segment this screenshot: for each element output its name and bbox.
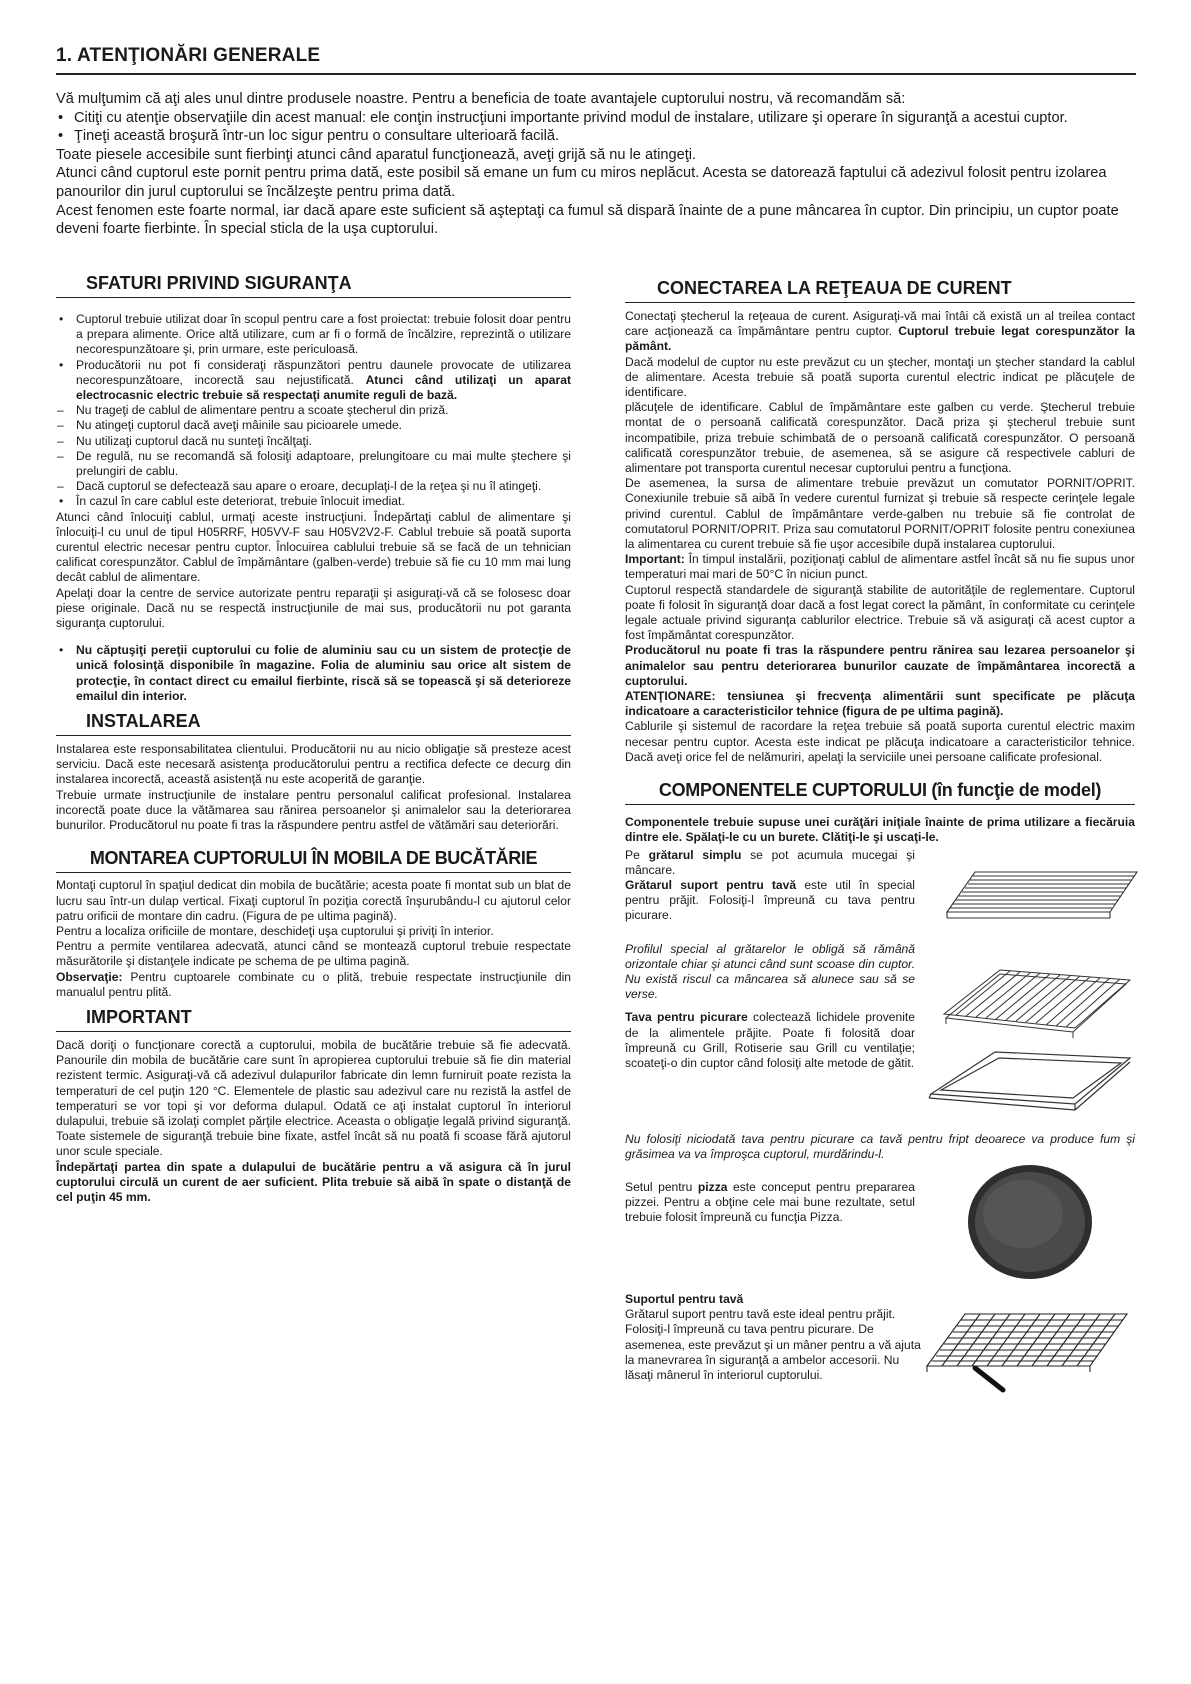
power-important-label: Important: [625, 552, 685, 567]
text-part: este conceput pentru prepararea pizzei. Pentru a obţine cele mai bune rezultate, setul trebuie folosit împreună cu funcţia Pizza. [625, 1179, 916, 1225]
page-title: 1. ATENŢIONĂRI GENERALE [56, 45, 1136, 75]
safety-dash: – Dacă cuptorul se defectează sau apare o eroare, decuplaţi-l de la reţea şi nu îl atingeţi. [56, 479, 571, 494]
tray-support-handle-image [915, 1310, 1135, 1395]
power-important-text: În timpul instalării, poziţionaţi cablul de alimentare astfel încât să nu fie supus unor temperaturi mai mari de 50°C în niciun punct. [625, 552, 1135, 582]
tray-rack-text [625, 878, 915, 924]
text-part: este util în special pentru prăjit. Folosiţi-l împreună cu tava pentru picurare. [625, 877, 915, 923]
text-bold: Tava pentru picurare [625, 1010, 748, 1025]
intro-list [56, 109, 1136, 146]
safety-dash: – Nu atingeţi cuptorul dacă aveţi mâinile sau picioarele umede. [56, 418, 571, 433]
intro-lead: Vă mulţumim că aţi ales unul dintre produsele noastre. Pentru a beneficia de toate avantajele cuptorului nostru, vă recomandăm să: [56, 91, 906, 107]
important-heading: IMPORTANT [56, 1006, 571, 1032]
install-paragraph: Trebuie urmate instrucţiunile de instalare pentru personalul calificat profesional. Instalarea incorectă poate duce la vătămarea sau rănirea persoanelor şi animalelor sau la deteriorarea bunurilor. Producătorul nu poate fi tras la răspundere pentru astfel de vătămări sau deteriorări. [56, 787, 571, 833]
pizza-block [625, 1180, 1135, 1270]
power-paragraph: De asemenea, la sursa de alimentare trebuie prevăzut un comutator PORNIT/OPRIT. Conexiunile trebuie să aibă în vedere curentul furnizat şi trebuie să respecte cerinţele legale privind curentul. Cablul de împământare verde-galben nu trebuie să fie controlat de comutatorul PORNIT/OPRIT. Priza sau comutatorul PORNIT/OPRIT folosite pentru conexiunea la alimentarea cu curent trebuie să fie uşor accesibile după instalarea cuptorului. [625, 476, 1135, 552]
safety-warning-text: Nu căptuşiţi pereţii cuptorului cu folie de aluminiu sau cu un sistem de protecţie de unică folosinţă disponibile în magazine. Folia de aluminiu sau orice alt sistem de protecţie, în contact direct cu emailul fierbinte, riscă să se topească şi să deterioreze emailul din interior. [76, 643, 571, 703]
safety-bullet [56, 358, 571, 404]
important-paragraph: Dacă doriţi o funcţionare corectă a cuptorului, mobila de bucătărie trebuie să fie adecvată. Panourile din mobila de bucătărie care sunt în apropierea cuptorului trebuie să fie din material rezistent termic. Asiguraţi-vă că adezivul dulapurilor fabricate din lemn furniruit poate rezista la temperaturi de cel puţin 120 °C. Elementele de plastic sau adezivul care nu rezistă la astfel de temperaturi se vor topi şi vor deforma dulapul. Odată ce aţi instalat cuptorul în interiorul dulapului, trebuie să izolaţi complet părţile electrice. Aceasta o obligaţie legală privind siguranţă. Toate sistemele de siguranţă trebuie bine fixate, astfel încât să nu poată fi scoase fără ajutorul unor scule speciale. [56, 1037, 571, 1159]
drip-tray-warning: Nu folosiţi niciodată tava pentru picurare ca tavă pentru fript deoarece va produce fum şi grăsimea va va împroşca cuptorul, murdărindu-l. [625, 1131, 1135, 1161]
right-column [625, 277, 1135, 1392]
text-part: Pe [625, 847, 649, 862]
important-paragraph-bold [56, 1160, 571, 1206]
safety-heading: SFATURI PRIVIND SIGURANŢA [56, 272, 571, 298]
install-heading: INSTALAREA [56, 710, 571, 736]
important-bold-text: Îndepărtaţi partea din spate a dulapului de bucătărie pentru a vă asigura că în jurul cuptorului circulă un curent de aer suficient. Plita trebuie să aibă în spate o distanţă de cel puţin 45 mm. [56, 1159, 571, 1204]
mounting-paragraph: Pentru a permite ventilarea adecvată, atunci când se montează cuptorul trebuie respectate măsurătorile şi distanţele indicate pe schema de pe ultima pagină. [56, 939, 571, 969]
racks-text [625, 848, 915, 1072]
safety-bullet-bold: Atunci când utilizaţi un aparat electrocasnic electric trebuie să respectaţi anumite reguli de bază. [76, 372, 571, 403]
power-text: Conectaţi ştecherul la reţeaua de curent. Asiguraţi-vă mai întâi că există un al treilea contact care acţionează ca împământare pentru cuptor. [625, 309, 1135, 339]
safety-dash: – Nu trageţi de cablul de alimentare pentru a scoate ştecherul din priză. [56, 403, 571, 418]
mounting-paragraph: Montaţi cuptorul în spaţiul dedicat din mobila de bucătărie; acesta poate fi montat sub un blat de lucru sau într-un dulap vertical. Fixaţi cuptorul în poziţia corectă înşurubându-l cu ajutorul celor patru orificii de montare din cadru. (Figura de pe ultima pagină). [56, 878, 571, 923]
power-paragraph [625, 689, 1135, 719]
power-paragraph [625, 552, 1135, 582]
safety-bullet: • În cazul în care cablul este deteriorat, trebuie înlocuit imediat. [56, 494, 571, 509]
intro-paragraph: Atunci când cuptorul este pornit pentru prima dată, este posibil să emane un fum cu miros neplăcut. Acesta se datorează faptului că adezivul folosit pentru izolarea panourilor din jurul cuptorului se încălzeşte pentru prima dată. [56, 165, 1107, 200]
install-paragraph: Instalarea este responsabilitatea clientului. Producătorii nu au nicio obligaţie să presteze acest serviciu. Dacă este necesară asistenţa producătorului pentru a rectifica defecte ce decurg din instalarea incorectă, această asistenţă nu este acoperită de garanţie. [56, 742, 571, 787]
tray-support-title [625, 1292, 925, 1307]
safety-list [56, 312, 571, 510]
text-part: colectează lichidele provenite de la alimentele prăjite. Poate fi folosită doar împreună cu Grill, Rotiserie sau Grill cu ventilaţie; scoateţi-o din cuptor când folosiţi alte metode de gătit. [625, 1010, 915, 1070]
power-paragraph [625, 643, 1135, 689]
drip-tray-text [625, 1010, 915, 1071]
power-warning-label: ATENŢIONARE: [625, 689, 716, 704]
power-bold: Cuptorul trebuie legat corespunzător la pământ. [625, 324, 1135, 354]
pizza-pan-image [965, 1162, 1095, 1282]
text-part: se pot acumula mucegai şi mâncare. [625, 847, 915, 877]
intro-paragraph: Acest fenomen este foarte normal, iar dacă apare este suficient să aşteptaţi ca fumul să dispară înainte de a pune mâncarea în cuptor. Din principiu, un cuptor poate deveni foarte fierbinte. În special sticla de la uşa cuptorului. [56, 202, 1119, 238]
text-bold: grătarul simplu [648, 847, 742, 862]
components-intro-text: Componentele trebuie supuse unei curăţări iniţiale înainte de prima utilizare a fiecăruia dintre ele. Spălaţi-le cu un burete. Clătiţi-le şi uscaţi-le. [625, 815, 1135, 845]
intro-paragraph: Toate piesele accesibile sunt fierbinţi atunci când aparatul funcţionează, aveţi grijă să nu le atingeţi. [56, 146, 697, 163]
racks-block [625, 848, 1135, 1118]
safety-paragraph: Apelaţi doar la centre de service autorizate pentru reparaţii şi asiguraţi-vă că se folosesc doar piese originale. Dacă nu se respectă instrucţiunile de mai sus, producătorii nu pot garanta siguranţa cuptorului. [56, 585, 571, 631]
mounting-note-text: Pentru cuptoarele combinate cu o plită, trebuie respectate instrucţiunile din manualul pentru plită. [56, 969, 571, 999]
intro-bullet: • Ţineţi această broşură într-un loc sigur pentru o consultare ulterioară facilă. [56, 127, 1136, 146]
components-heading: COMPONENTELE CUPTORULUI (în funcţie de model) [625, 779, 1135, 805]
intro-bullet: • Citiţi cu atenţie observaţiile din acest manual: ele conţin instrucţiuni importante privind modul de instalare, utilizare şi operare în siguranţă a acestui cuptor. [56, 109, 1136, 128]
pizza-text [625, 1180, 915, 1226]
power-paragraph: Cablurile şi sistemul de racordare la reţea trebuie să poată suporta curentul electric maxim necesar pentru cuptor. Acesta este indicat pe plăcuţa indicatoare a caracteristicilor tehnice. Dacă aveţi orice fel de nelămuriri, apelaţi la serviciile unei persoane calificate profesional. [625, 719, 1135, 764]
safety-warning-list [56, 643, 571, 704]
safety-dash: – Nu utilizaţi cuptorul dacă nu sunteţi încălţaţi. [56, 434, 571, 449]
power-paragraph: plăcuţele de identificare. Cablul de împământare este galben cu verde. Ştecherul trebuie montat de o persoană calificată corespunzător. Dacă priza şi ştecherul trebuie sunt incompatibile, priza trebuie schimbată de o persoană calificată corespunzător. O persoană calificată corespunzător trebuie, de asemenea, să se asigure că respectivele cabluri de alimentare pot transporta curentul necesar cuptorului pentru a funcţiona. [625, 400, 1135, 476]
simple-grill-text [625, 848, 915, 878]
power-paragraph [625, 309, 1135, 355]
power-heading: CONECTAREA LA REŢEAUA DE CURENT [625, 277, 1135, 303]
components-intro [625, 815, 1135, 845]
wire-rack-image [945, 868, 1140, 928]
text-part: Setul pentru [625, 1179, 698, 1194]
text-bold: pizza [697, 1179, 728, 1194]
power-liability-text: Producătorul nu poate fi tras la răspundere pentru rănirea sau lezarea persoanelor şi animalelor sau pentru deteriorarea bunurilor cauzate de împământarea incorectă a cuptorului. [625, 643, 1135, 688]
drip-tray-image [925, 1048, 1135, 1118]
mounting-paragraph: Pentru a localiza orificiile de montare, deschideţi uşa cuptorului şi priviţi în interior. [56, 923, 494, 938]
mounting-heading: MONTAREA CUPTORULUI ÎN MOBILA DE BUCĂTĂRIE [56, 847, 571, 873]
mounting-note-label: Observaţie: [56, 969, 123, 984]
tray-support-desc: Grătarul suport pentru tavă este ideal pentru prăjit. Folosiţi-l împreună cu tava pentru picurare. De asemenea, este prevăzut şi un mâner pentru a vă ajuta la manevrarea în siguranţă a ambelor accesorii. Nu lăsaţi mânerul în interiorul cuptorului. [625, 1307, 921, 1382]
power-paragraph: Cuptorul respectă standardele de siguranţă stabilite de autorităţile de reglementare. Cuptorul poate fi folosit în siguranţă doar dacă a fost legat corect la pământ, în conformitate cu cerinţele legale actuale privind siguranţa cablurilor electrice. Trebuie să vă asiguraţi că acest cuptor a fost împământat corespunzător. [625, 582, 1135, 643]
power-paragraph: Dacă modelul de cuptor nu este prevăzut cu un ştecher, montaţi un ştecher standard la cablul de alimentare. Acesta trebuie să poată suporta curentul electric indicat pe plăcuţele de identificare. [625, 354, 1135, 400]
mounting-note [56, 970, 571, 1000]
tray-support-block [625, 1292, 1135, 1392]
power-warning-text: tensiunea şi frecvenţa alimentării sunt specificate pe plăcuţa indicatoare a caracteristicilor tehnice (figura de pe ultima pagină). [625, 689, 1135, 719]
rack-profile-note: Profilul special al grătarelor le obligă să rămână orizontale chiar şi atunci când sunt scoase din cuptor. Nu există riscul ca mâncarea să alunece sau să se verse. [625, 941, 915, 1002]
left-column [56, 272, 571, 1205]
text-bold: Grătarul suport pentru tavă [625, 877, 797, 892]
safety-bullet-text: Producătorii nu pot fi consideraţi răspunzători pentru daunele provocate de utilizarea necorespunzătoare, incorectă sau nejustificată. [76, 357, 571, 387]
text-bold: Suportul pentru tavă [625, 1291, 744, 1306]
safety-paragraph: Atunci când înlocuiţi cablul, urmaţi aceste instrucţiuni. Îndepărtaţi cablul de alimentare şi înlocuiţi-l cu unul de tipul H05RRF, H05VV-F sau H05V2V2-F. Cablul trebuie să poată suporta curentul electric necesar pentru cuptor. Înlocuirea cablului trebuie să se facă de un tehnician calificat corespunzător. Cablul de împământare (galben-verde) trebuie să fie cu 10 mm mai lung decât cablul de alimentare. [56, 509, 571, 585]
intro-section [56, 90, 1136, 239]
tray-support-text [625, 1292, 925, 1383]
support-rack-image [940, 966, 1135, 1041]
safety-warning [56, 643, 571, 704]
safety-dash: – De regulă, nu se recomandă să folosiţi adaptoare, prelungitoare cu mai multe ştechere şi prelungiri de cablu. [56, 449, 571, 479]
safety-bullet: • Cuptorul trebuie utilizat doar în scopul pentru care a fost proiectat: trebuie folosit doar pentru a prepara alimente. Orice altă utilizare, cum ar fi o formă de încălzire, reprezintă o utilizare necorespunzătoare şi, prin urmare, este periculoasă. [56, 312, 571, 358]
